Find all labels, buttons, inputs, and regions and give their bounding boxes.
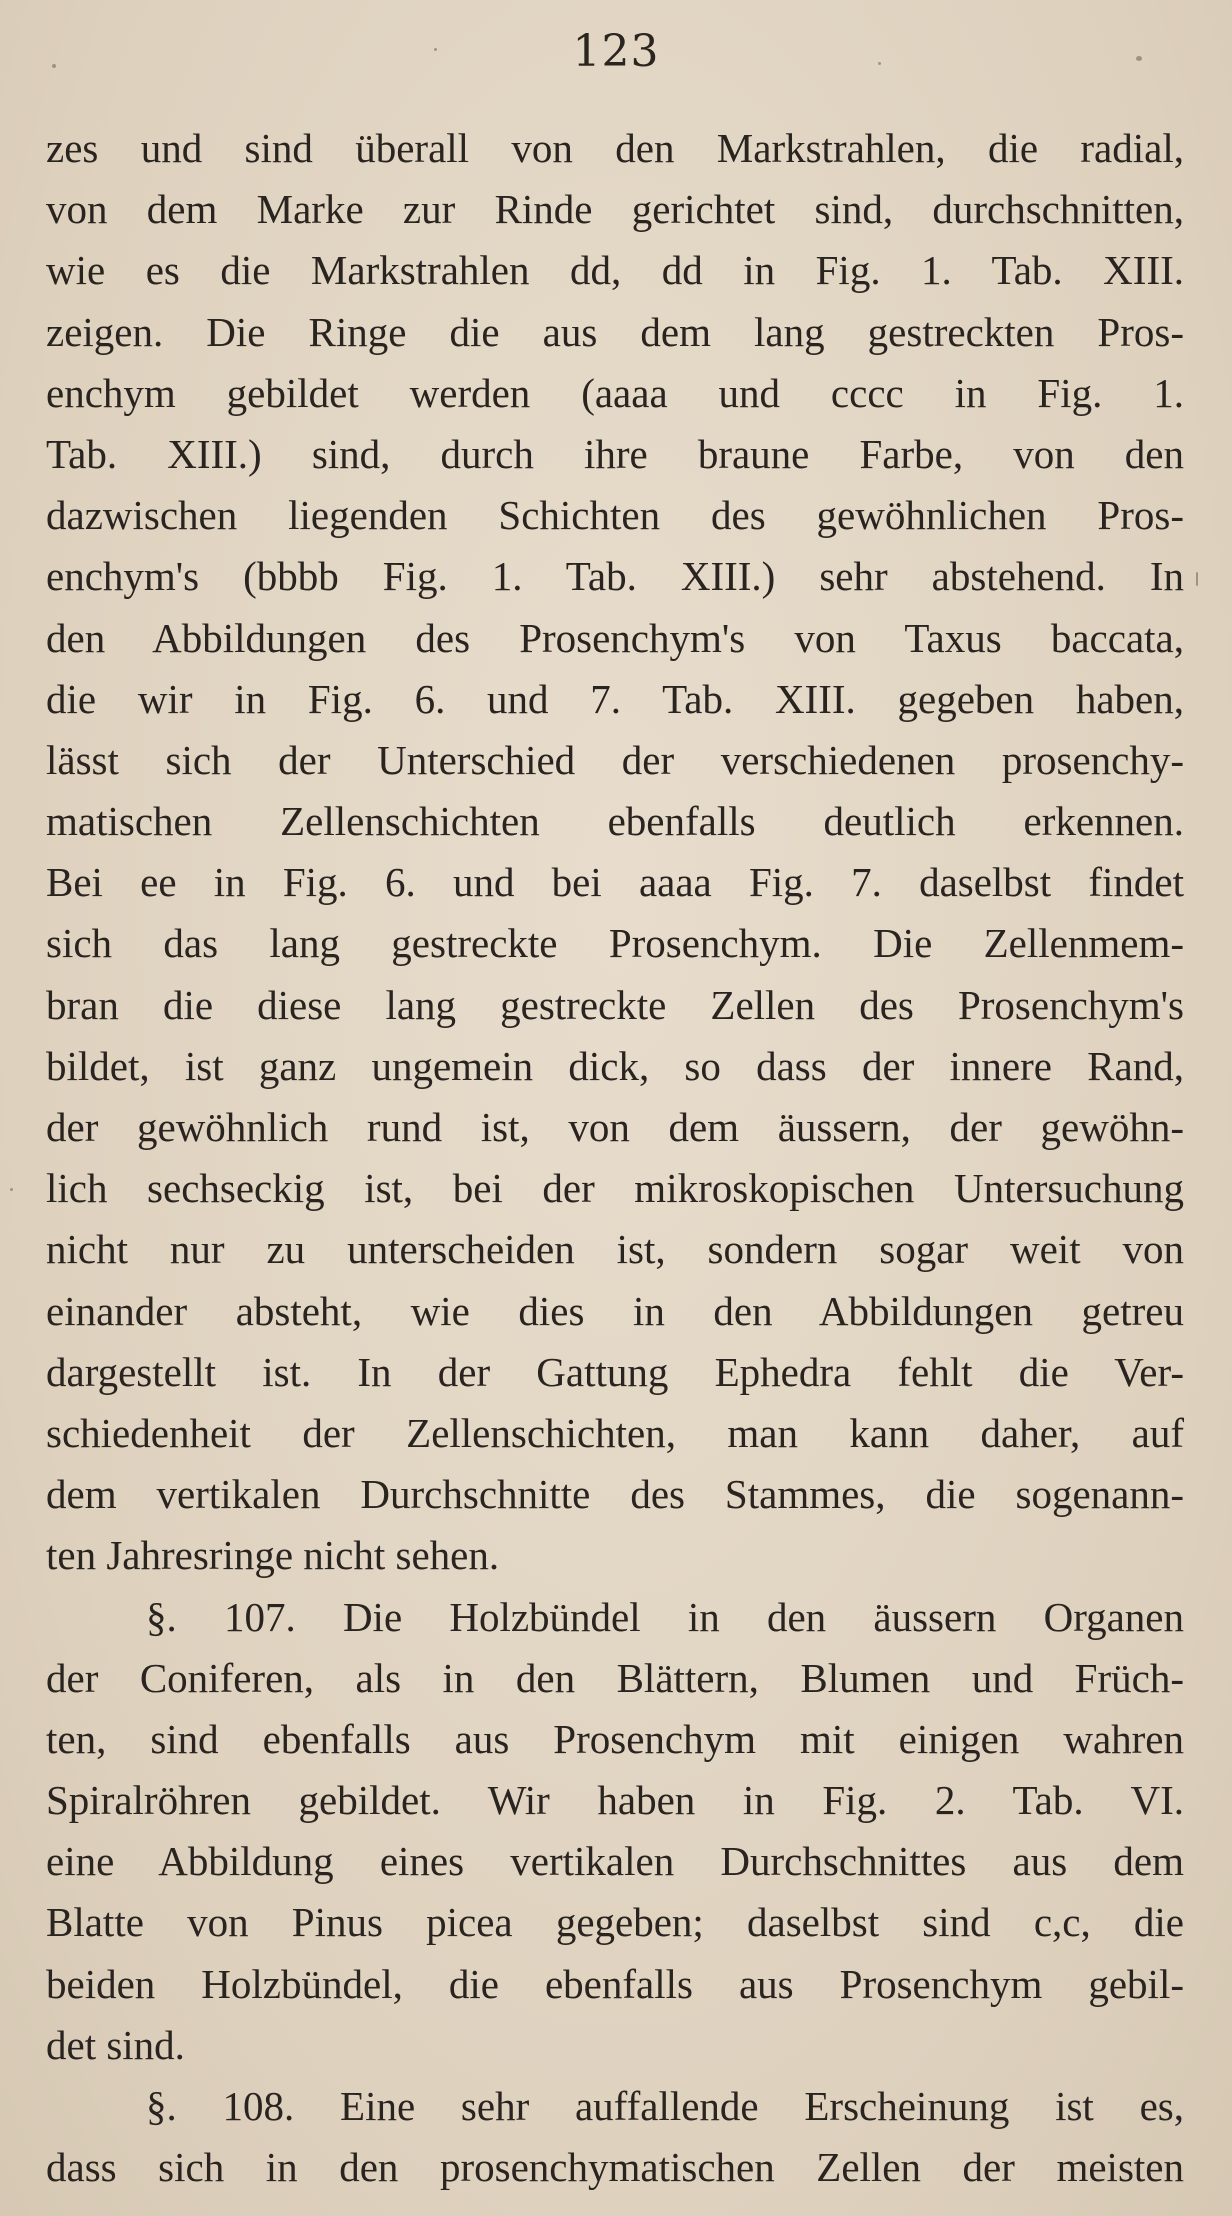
- paper-speck: [1136, 56, 1142, 61]
- text-line: Spiralröhren gebildet. Wir haben in Fig. 2. Tab. VI.: [46, 1777, 1184, 1824]
- text-line: nicht nur zu unterscheiden ist, sondern sogar weit von: [46, 1226, 1184, 1273]
- text-line: enchym gebildet werden (aaaa und cccc in Fig. 1.: [46, 369, 1184, 416]
- text-line: von dem Marke zur Rinde gerichtet sind, durchschnitten,: [46, 186, 1184, 233]
- text-line: die wir in Fig. 6. und 7. Tab. XIII. gegeben haben,: [46, 675, 1184, 722]
- text-line: der Coniferen, als in den Blättern, Blumen und Früch-: [46, 1654, 1184, 1701]
- text-line: Blatte von Pinus picea gegeben; daselbst sind c,c, die: [46, 1899, 1184, 1946]
- paper-speck: [434, 48, 437, 51]
- text-line: zes und sind überall von den Markstrahlen, die radial,: [46, 125, 1184, 171]
- text-line: ten, sind ebenfalls aus Prosenchym mit einigen wahren: [46, 1715, 1184, 1762]
- text-line: dargestellt ist. In der Gattung Ephedra fehlt die Ver-: [46, 1348, 1184, 1395]
- text-line: dass sich in den prosenchymatischen Zellen der meisten: [46, 2144, 1184, 2191]
- text-line: lich sechseckig ist, bei der mikroskopischen Untersuchung: [46, 1165, 1184, 1212]
- text-line: Tab. XIII.) sind, durch ihre braune Farbe, von den: [46, 430, 1184, 477]
- text-line: det sind.: [46, 2021, 185, 2068]
- paper-speck: [1196, 572, 1198, 586]
- text-line: beiden Holzbündel, die ebenfalls aus Prosenchym gebil-: [46, 1960, 1184, 2007]
- text-line: schiedenheit der Zellenschichten, man kann daher, auf: [46, 1409, 1184, 1456]
- text-line: Bei ee in Fig. 6. und bei aaaa Fig. 7. daselbst findet: [46, 859, 1184, 906]
- text-line: matischen Zellenschichten ebenfalls deutlich erkennen.: [46, 798, 1184, 845]
- paper-speck: [878, 62, 881, 65]
- paper-speck: [10, 1188, 13, 1191]
- text-line: einander absteht, wie dies in den Abbildungen getreu: [46, 1287, 1184, 1334]
- text-line: dem vertikalen Durchschnitte des Stammes, die sogenann-: [46, 1471, 1184, 1518]
- text-line: enchym's (bbbb Fig. 1. Tab. XIII.) sehr abstehend. In: [46, 553, 1184, 600]
- text-line: bran die diese lang gestreckte Zellen des Prosenchym's: [46, 981, 1184, 1028]
- text-line: lässt sich der Unterschied der verschiedenen prosenchy-: [46, 736, 1184, 783]
- section-heading-line: §. 108. Eine sehr auffallende Erscheinung ist es,: [146, 2083, 1184, 2129]
- text-line: wie es die Markstrahlen dd, dd in Fig. 1. Tab. XIII.: [46, 247, 1184, 294]
- text-line: dazwischen liegenden Schichten des gewöhnlichen Pros-: [46, 492, 1184, 539]
- section-heading-line: §. 107. Die Holzbündel in den äussern Organen: [146, 1593, 1184, 1640]
- text-line: zeigen. Die Ringe die aus dem lang gestreckten Pros-: [46, 308, 1184, 355]
- text-line: sich das lang gestreckte Prosenchym. Die Zellenmem-: [46, 920, 1184, 967]
- text-line: bildet, ist ganz ungemein dick, so dass der innere Rand,: [46, 1042, 1184, 1089]
- text-line: den Abbildungen des Prosenchym's von Taxus baccata,: [46, 614, 1184, 661]
- body-text: [46, 118, 1184, 2198]
- page-number: 123: [572, 26, 660, 77]
- text-line: der gewöhnlich rund ist, von dem äussern, der gewöhn-: [46, 1104, 1184, 1150]
- text-line: eine Abbildung eines vertikalen Durchschnittes aus dem: [46, 1838, 1184, 1885]
- text-line: ten Jahresringe nicht sehen.: [46, 1532, 500, 1579]
- paper-speck: [52, 64, 56, 68]
